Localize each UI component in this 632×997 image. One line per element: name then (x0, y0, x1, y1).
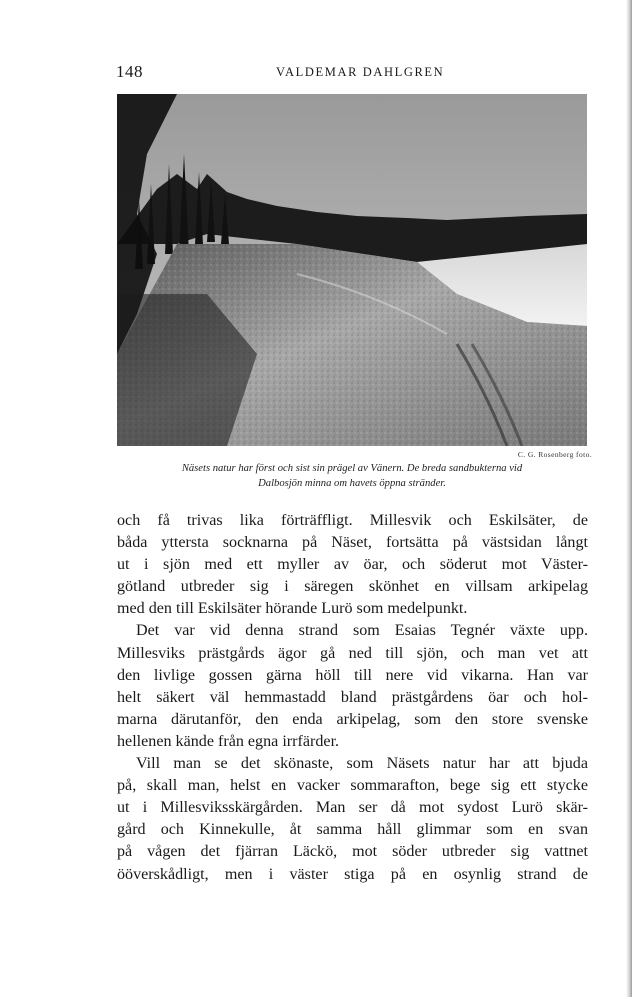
text-line: helt säkert väl hemmastadd bland prästgårdens öar och hol- (117, 688, 588, 706)
text-line: med den till Eskilsäter hörande Lurö som medelpunkt. (117, 600, 468, 618)
text-line: götland utbreder sig i säregen skönhet en villsam arkipelag (117, 578, 588, 596)
photo-credit: C. G. Rosenberg foto. (517, 450, 592, 459)
text-line: båda yttersta socknarna på Näset, fortsätta på västsidan långt (117, 534, 588, 552)
text-line: ut i Millesviksskärgården. Man ser då mot sydost Lurö skär- (117, 799, 588, 817)
running-head: VALDEMAR DAHLGREN (276, 65, 445, 79)
text-line: ööverskådligt, men i väster stiga på en osynlig strand de (117, 865, 588, 883)
text-line: på, skall man, helst en vacker sommarafton, bege sig ett stycke (117, 777, 588, 795)
photo-lakeshore-forest-icon (117, 94, 587, 446)
caption-line: Dalbosjön minna om havets öppna stränder. (258, 478, 446, 489)
text-line: gård och Kinnekulle, åt samma håll glimmar som en svan (117, 821, 588, 839)
lakeshore-photo (117, 94, 587, 446)
text-line: Vill man se det skönaste, som Näsets natur har att bjuda (136, 755, 588, 773)
text-line: Det var vid denna strand som Esaias Tegnér växte upp. (136, 622, 588, 640)
body-text (117, 510, 588, 886)
page-edge-shadow (626, 0, 632, 997)
text-line: hellenen kände från egna irrfärder. (117, 732, 340, 750)
figure-caption (116, 461, 588, 491)
text-line: och få trivas lika förträffligt. Millesvik och Eskilsäter, de (117, 512, 588, 529)
text-line: på vågen det fjärran Läckö, mot söder utbreder sig vattnet (117, 843, 588, 861)
text-line: den livlige gossen gärna höll till nere vid vikarna. Han var (117, 666, 588, 684)
page-number: 148 (116, 62, 143, 81)
text-line: Millesviks prästgårds ägor gå ned till sjön, och man vet att (117, 644, 588, 662)
text-line: ut i sjön med ett myller av öar, och söderut mot Väster- (117, 556, 588, 574)
text-line: marna därutanför, den enda arkipelag, som den store svenske (117, 710, 588, 728)
caption-line: Näsets natur har först och sist sin prägel av Vänern. De breda sandbukterna vid (181, 463, 523, 474)
page-header (116, 62, 588, 86)
